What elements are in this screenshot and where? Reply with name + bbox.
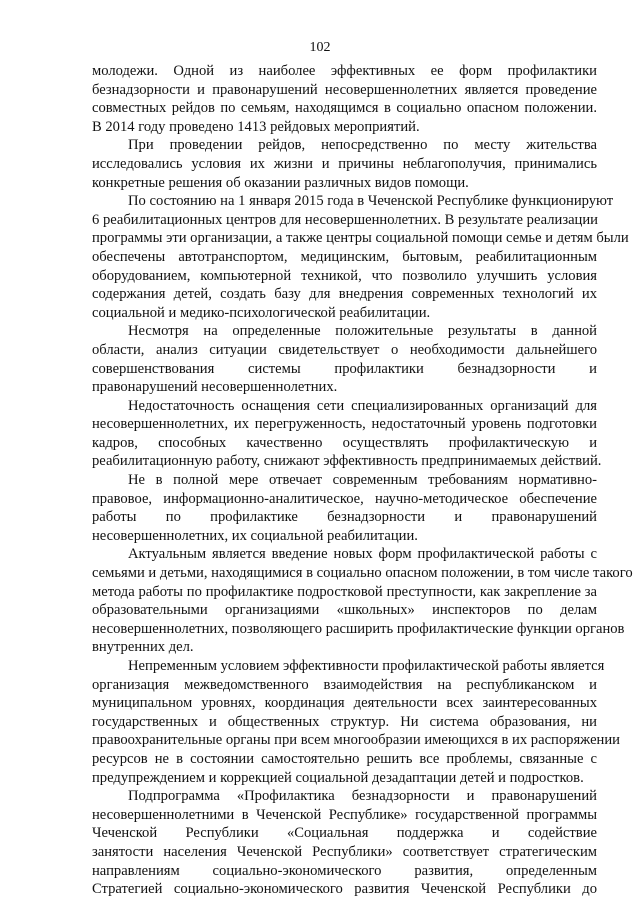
paragraph-first-line: Непременным условием эффективности профилактической работы является [128, 658, 605, 674]
text-line: правонарушений несовершеннолетних. [92, 379, 338, 396]
text-line: исследовались условия их жизни и причины неблагополучия, принимались [92, 155, 597, 172]
text-line: внутренних дел. [92, 639, 194, 656]
text-line: содержания детей, создать базу для внедрения современных технологий их [92, 286, 597, 303]
paragraph-first-line: Актуальным является введение новых форм профилактической работы с [128, 546, 597, 563]
text-line: правоохранительные органы при всем многообразии имеющихся в их распоряжении [92, 732, 620, 749]
text-line: оборудованием, компьютерной техникой, что позволило улучшить условия [92, 267, 597, 284]
text-line: метода работы по профилактике подростковой преступности, как закрепление за [92, 583, 597, 600]
text-line: муниципальном уровнях, координация деятельности всех заинтересованных [92, 695, 597, 712]
text-line: предупреждением и коррекцией социальной дезадаптации детей и подростков. [92, 769, 584, 786]
text-line: организация межведомственного взаимодействия на республиканском и [92, 676, 597, 693]
text-line: кадров, способных качественно осуществлять профилактическую и [92, 434, 597, 451]
paragraph-first-line: При проведении рейдов, непосредственно по месту жительства [128, 137, 597, 154]
text-line: Стратегией социально-экономического развития Чеченской Республики до [92, 881, 597, 898]
text-line: безнадзорности и правонарушений несовершеннолетних является проведение [92, 81, 597, 98]
text-line: совместных рейдов по семьям, находящимся в социально опасном положении. [92, 100, 597, 117]
text-line: области, анализ ситуации свидетельствует о необходимости дальнейшего [92, 341, 597, 358]
text-line: 6 реабилитационных центров для несовершеннолетних. В результате реализации [92, 211, 598, 228]
text-line: семьями и детьми, находящимися в социально опасном положении, в том числе такого [92, 565, 633, 582]
paragraph-first-line: Подпрограмма «Профилактика безнадзорности и правонарушений [128, 788, 597, 805]
text-line: обеспечены автотранспортом, медицинским, бытовым, реабилитационным [92, 248, 597, 265]
text-line: совершенствования системы профилактики безнадзорности и [92, 360, 597, 377]
text-line: несовершеннолетних, их перегруженность, недостаточный уровень подготовки [92, 416, 597, 433]
text-line: молодежи. Одной из наиболее эффективных ее форм профилактики [92, 63, 597, 79]
text-line: реабилитационную работу, снижают эффективность предпринимаемых действий. [92, 453, 602, 470]
text-line: Чеченской Республики «Социальная поддержка и содействие [92, 825, 597, 842]
body-text [92, 62, 633, 899]
text-line: направлениям социально-экономического развития, определенным [92, 862, 597, 879]
text-line: несовершеннолетними в Чеченской Республике» государственной программы [92, 806, 597, 823]
page-number: 102 [309, 40, 331, 55]
text-line: несовершеннолетних, позволяющего расширить профилактические функции органов [92, 620, 625, 637]
text-line: государственных и общественных структур. Ни система образования, ни [92, 713, 597, 730]
text-line: правовое, информационно-аналитическое, научно-методическое обеспечение [92, 490, 597, 507]
text-line: занятости населения Чеченской Республики» соответствует стратегическим [92, 843, 597, 860]
text-line: программы эти организации, а также центры социальной помощи семье и детям были [92, 230, 629, 247]
text-line: В 2014 году проведено 1413 рейдовых мероприятий. [92, 118, 420, 135]
text-line: работы по профилактике безнадзорности и правонарушений [92, 509, 597, 526]
text-line: конкретные решения об оказании различных видов помощи. [92, 174, 469, 191]
paragraph-first-line: Недостаточность оснащения сети специализированных организаций для [128, 397, 597, 414]
paragraph-first-line: Несмотря на определенные положительные результаты в данной [128, 323, 597, 340]
text-line: социальной и медико-психологической реабилитации. [92, 304, 431, 321]
text-line: образовательными организациями «школьных» инспекторов по делам [92, 602, 597, 619]
text-line: несовершеннолетних, их социальной реабилитации. [92, 527, 418, 544]
text-line: ресурсов не в состоянии самостоятельно решить все проблемы, связанные с [92, 750, 597, 767]
paragraph-first-line: Не в полной мере отвечает современным требованиям нормативно- [128, 472, 597, 489]
paragraph-first-line: По состоянию на 1 января 2015 года в Чеченской Республике функционируют [128, 193, 614, 210]
